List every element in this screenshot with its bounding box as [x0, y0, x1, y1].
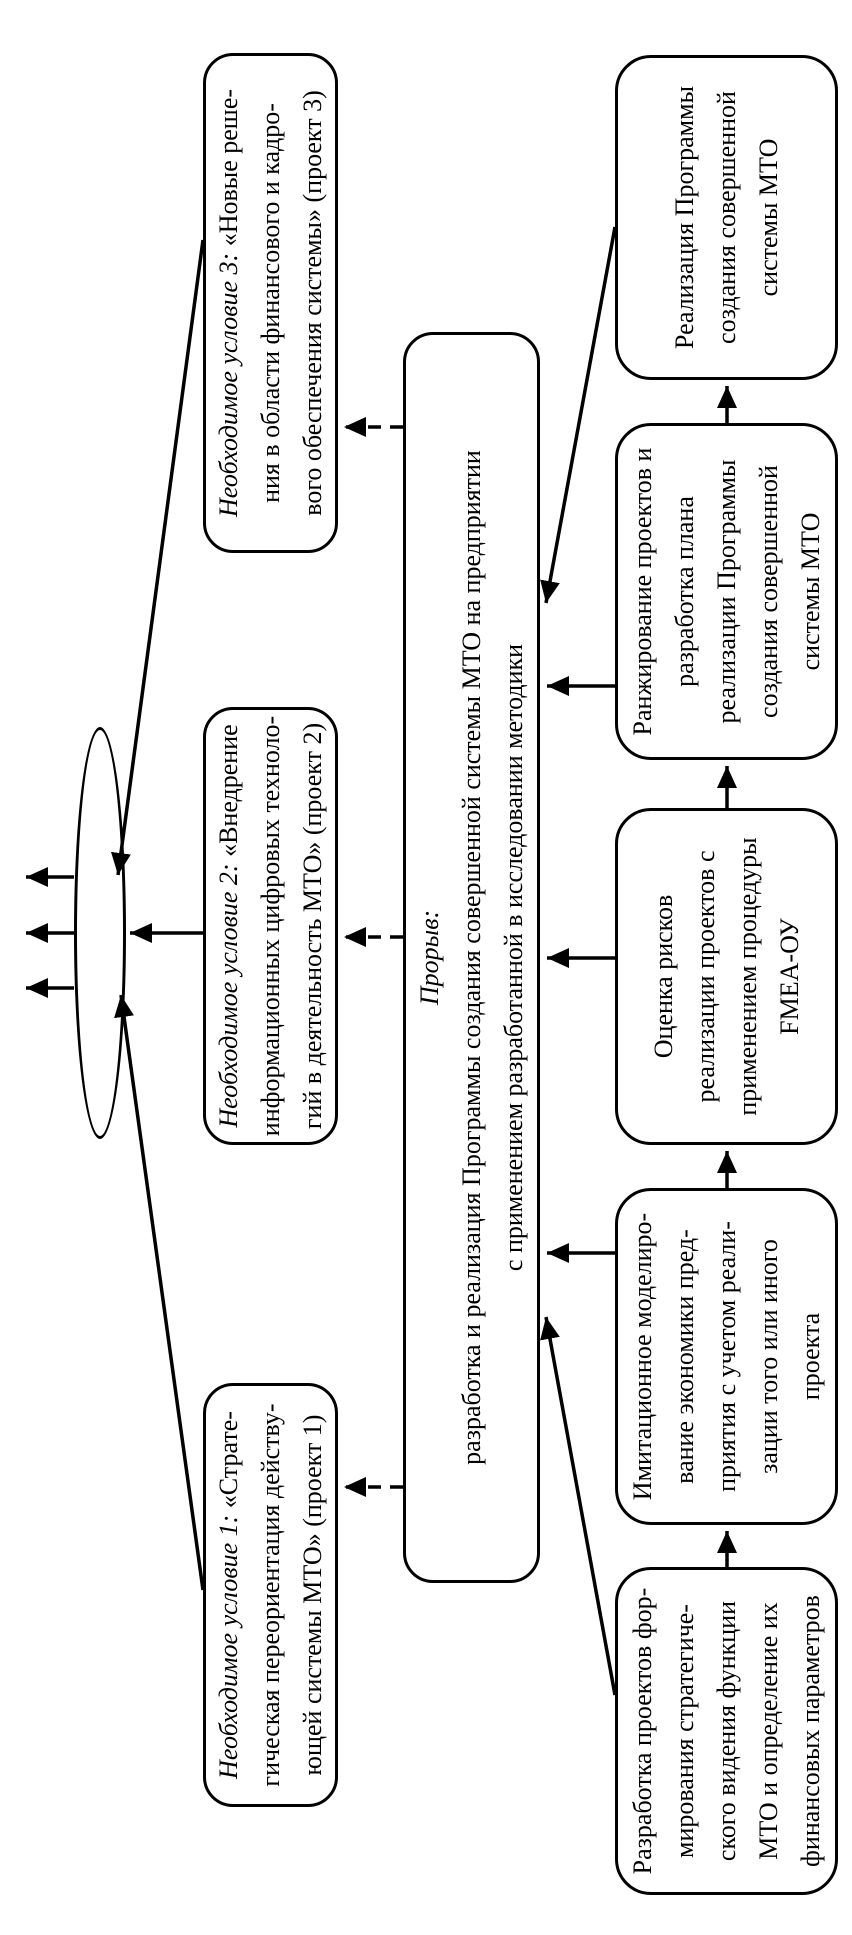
- breakthrough-box: [403, 332, 540, 1583]
- arrow-realization-to-breakthrough: [546, 227, 615, 603]
- process-box-realization: [615, 55, 838, 380]
- text-line: Разработка проектов фор-: [627, 1587, 657, 1875]
- text-line: гическая переориентация действу-: [255, 1403, 285, 1787]
- arrow-development-to-breakthrough: [546, 1317, 615, 1695]
- text-line: Оценка рисков: [648, 894, 678, 1059]
- text-line: Необходимое условие 1: «Страте-: [213, 1411, 243, 1779]
- condition-box-2: [203, 707, 338, 1145]
- process-box-risk: [615, 808, 838, 1145]
- text-line: реализации проектов с: [690, 850, 720, 1103]
- text-line: Имитационное моделиро-: [627, 1212, 657, 1501]
- condition-box-1: [203, 1383, 338, 1807]
- process-box-simulation: [615, 1188, 838, 1525]
- text-line: реализации Программы: [711, 459, 741, 724]
- text-line: разработка и реализация Программы создания совершенной системы МТО на предприятии: [456, 450, 486, 1465]
- text-line: МТО и определение их: [753, 1602, 783, 1860]
- text-line: Необходимое условие 3: «Новые реше-: [213, 88, 243, 518]
- text-line: Реализация Программы: [669, 85, 699, 350]
- process-box-development: [615, 1567, 838, 1895]
- text-line: Необходимое условие 2: «Внедрение: [213, 724, 243, 1128]
- text-line: ния в области финансового и кадро-: [255, 103, 285, 503]
- text-line: создания совершенной: [753, 465, 783, 718]
- text-line: разработка плана: [669, 496, 699, 687]
- condition-box-3: [203, 53, 338, 553]
- text-line: системы МТО: [753, 138, 783, 297]
- process-box-ranking: [615, 423, 838, 760]
- text-line: финансовых параметров: [795, 1595, 825, 1867]
- text-line: FMEA-ОУ: [774, 918, 804, 1035]
- text-line: приятия с учетом реали-: [711, 1221, 741, 1492]
- text-line: создания совершенной: [711, 91, 741, 344]
- text-line: системы МТО: [795, 512, 825, 671]
- text-line: вого обеспечения системы» (проект 3): [297, 90, 327, 516]
- text-line: гий в деятельность МТО» (проект 2): [297, 722, 327, 1130]
- arrow-condition3-to-ellipse: [118, 240, 203, 875]
- text-line: вание экономики пред-: [669, 1229, 699, 1484]
- text-line: информационных цифровых техноло-: [255, 715, 285, 1137]
- text-line: Ранжирование проектов и: [627, 447, 657, 736]
- text-line: зации того или иного: [753, 1239, 783, 1474]
- text-line: с применением разработанной в исследовании методики: [498, 643, 528, 1272]
- text-line: ского видения функции: [711, 1600, 741, 1862]
- text-line: Прорыв:: [414, 909, 444, 1006]
- text-line: мирования стратегиче-: [669, 1604, 699, 1858]
- text-line: проекта: [795, 1312, 825, 1401]
- arrow-condition1-to-ellipse: [121, 995, 203, 1590]
- text-line: применением процедуры: [732, 837, 762, 1116]
- text-line: ющей системы МТО» (проект 1): [297, 1414, 327, 1776]
